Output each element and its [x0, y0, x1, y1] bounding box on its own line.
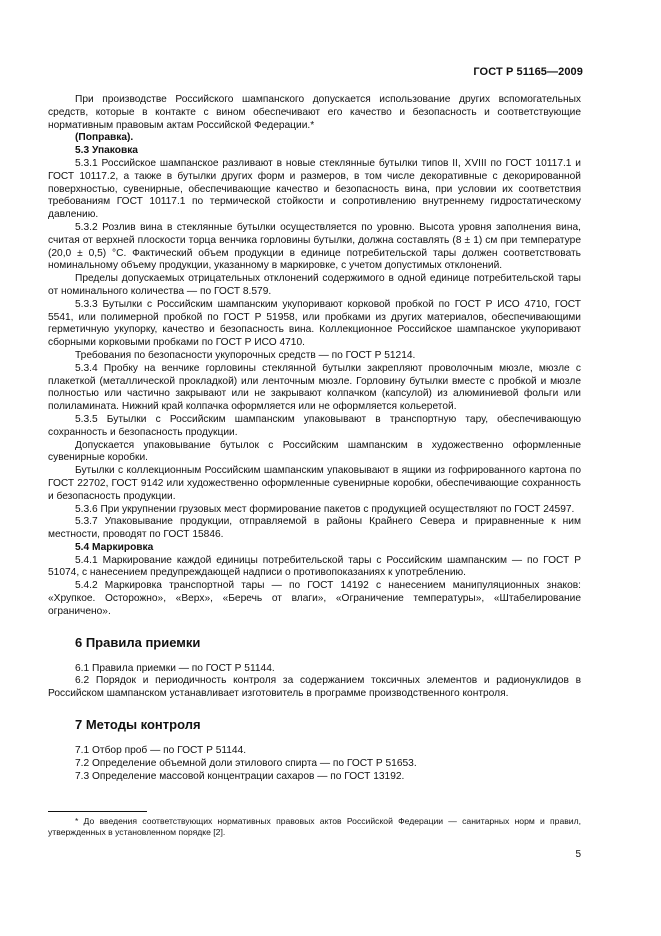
footnote-divider: [48, 811, 147, 812]
standard-code-header: ГОСТ Р 51165—2009: [473, 66, 583, 78]
paragraph-5-3-2: 5.3.2 Розлив вина в стеклянные бутылки осуществляется по уровню. Высота уровня заполнения вина, считая от верхней плоскости торца венчика горловины бутылки, должна составлять (8 ± 1) см при температуре (20,0 ± 0,5) °С. Фактический объем продукции в единице потребительской тары должен соответствовать номинальному объему продукции, указанному в маркировке, с учетом допустимых отклонений.: [48, 221, 581, 272]
paragraph-gift-boxes: Допускается упаковывание бутылок с Российским шампанским в художественно оформленные сувенирные коробки.: [48, 439, 581, 464]
paragraph-7-3: 7.3 Определение массовой концентрации сахаров — по ГОСТ 13192.: [75, 770, 405, 782]
page-number: 5: [575, 849, 581, 860]
subsection-5-4-title: 5.4 Маркировка: [75, 541, 154, 553]
paragraph-auxiliary-means: При производстве Российского шампанского допускается использование других вспомогательных средств, которые в контакте с вином обеспечивают его качество и безопасность и соответствующие нормативным правовым актам Российской Федерации.*: [48, 94, 581, 131]
paragraph-closure-safety: Требования по безопасности укупорочных средств — по ГОСТ Р 51214.: [75, 349, 416, 361]
paragraph-collection-packing: Бутылки с коллекционным Российским шампанским упаковывают в ящики из гофрированного картона по ГОСТ 22702, ГОСТ 9142 или художественно оформленные сувенирные коробки, обеспечивающие сохранность и безопасность продукции.: [48, 465, 581, 502]
section-7-title: 7 Методы контроля: [75, 717, 201, 733]
paragraph-5-3-7: 5.3.7 Упаковывание продукции, отправляемой в районы Крайнего Севера и приравненные к ним местности, проводят по ГОСТ 15846.: [48, 516, 581, 541]
paragraph-6-1: 6.1 Правила приемки — по ГОСТ Р 51144.: [75, 662, 275, 674]
paragraph-5-3-6: 5.3.6 При укрупнении грузовых мест формирование пакетов с продукцией осуществляют по ГОСТ 24597.: [75, 503, 575, 515]
paragraph-5-3-3: 5.3.3 Бутылки с Российским шампанским укупоривают корковой пробкой по ГОСТ Р ИСО 4710, ГОСТ 5541, или полимерной пробкой по ГОСТ Р 51958, или пробками из других материалов, обеспечивающими герметичную укупорку, качество и безопасность вина. Коллекционное Российское шампанское укупоривают сборными корковыми пробками по ГОСТ Р ИСО 4710.: [48, 298, 581, 349]
paragraph-7-1: 7.1 Отбор проб — по ГОСТ Р 51144.: [75, 745, 247, 757]
paragraph-5-4-1: 5.4.1 Маркирование каждой единицы потребительской тары с Российским шампанским — по ГОСТ Р 51074, с нанесением предупреждающей надписи о противопоказаниях к употреблению.: [48, 554, 581, 579]
footnote: * До введения соответствующих нормативных правовых актов Российской Федерации — санитарных норм и правил, утвержденных в установленном порядке [2].: [48, 816, 581, 837]
paragraph-5-4-2: 5.4.2 Маркировка транспортной тары — по ГОСТ 14192 с нанесением манипуляционных знаков: «Хрупкое. Осторожно», «Верх», «Беречь от влаги», «Ограничение температуры», «Штабелирование ограничено».: [48, 580, 581, 617]
paragraph-7-2: 7.2 Определение объемной доли этилового спирта — по ГОСТ Р 51653.: [75, 757, 417, 769]
section-6-title: 6 Правила приемки: [75, 634, 201, 650]
paragraph-5-3-4: 5.3.4 Пробку на венчике горловины стеклянной бутылки закрепляют проволочным мюзле, мюзле с плакеткой (металлической прокладкой) или ленточным мюзле. Горловину бутылки вместе с пробкой и мюзле полностью или частично закрывают или не закрывают колпачком (капсулой) из алюминиевой фольги или полиламината. Нижний край колпачка оформляется или не оформляется кольеретой.: [48, 362, 581, 413]
main-text: [48, 94, 581, 783]
paragraph-5-3-1: 5.3.1 Российское шампанское разливают в новые стеклянные бутылки типов II, XVIII по ГОСТ 10117.1 и ГОСТ 10117.2, а также в бутылки других форм и размеров, в том числе декоративные с декорированной поверхностью, сувенирные, обеспечивающие качество и безопасность вина, при условии их соответствия требованиям ГОСТ 10117.1 по термической стойкости и сопротивлению внутреннему гидростатическому давлению.: [48, 157, 581, 221]
amendment-note: (Поправка).: [75, 132, 134, 144]
paragraph-6-2: 6.2 Порядок и периодичность контроля за содержанием токсичных элементов и радионуклидов в Российском шампанском устанавливает изготовитель в программе производственного контроля.: [48, 675, 581, 700]
paragraph-5-3-5: 5.3.5 Бутылки с Российским шампанским упаковывают в транспортную тару, обеспечивающую сохранность и безопасность продукции.: [48, 413, 581, 438]
paragraph-tolerance: Пределы допускаемых отрицательных отклонений содержимого в одной единице потребительской тары от номинального количества — по ГОСТ 8.579.: [48, 273, 581, 297]
subsection-5-3-title: 5.3 Упаковка: [75, 145, 138, 157]
